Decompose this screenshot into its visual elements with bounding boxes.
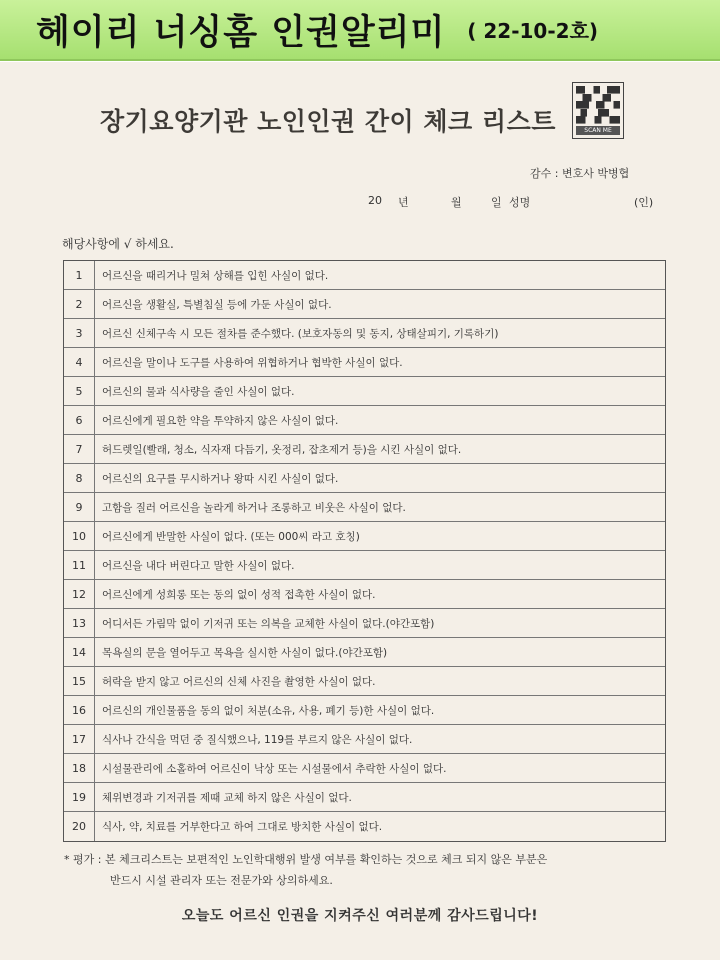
month-label: 월	[451, 196, 462, 209]
item-number: 14	[64, 638, 95, 666]
item-text: 시설물관리에 소홀하여 어르신이 낙상 또는 시설물에서 추락한 사실이 없다.	[102, 762, 447, 775]
header-banner	[0, 0, 720, 61]
item-number: 17	[64, 725, 95, 753]
item-number: 6	[64, 406, 95, 434]
item-number: 18	[64, 754, 95, 782]
checklist-row[interactable]	[64, 406, 665, 435]
item-text: 어르신을 말이나 도구를 사용하여 위협하거나 협박한 사실이 없다.	[102, 356, 403, 369]
date-signature-line	[368, 194, 660, 210]
checklist-row[interactable]	[64, 580, 665, 609]
item-text: 어르신을 때리거나 밀쳐 상해를 입힌 사실이 없다.	[102, 269, 329, 282]
checklist-row[interactable]	[64, 348, 665, 377]
item-text: 어르신의 개인물품을 동의 없이 처분(소유, 사용, 폐기 등)한 사실이 없다.	[102, 704, 435, 717]
year-label: 년	[398, 196, 409, 209]
checklist-document	[0, 62, 720, 960]
instruction-text: 해당사항에 √ 하세요.	[62, 237, 174, 251]
item-number: 12	[64, 580, 95, 608]
item-text: 어르신에게 필요한 약을 투약하지 않은 사실이 없다.	[102, 414, 339, 427]
item-number: 4	[64, 348, 95, 376]
item-text: 식사나 간식을 먹던 중 질식했으나, 119를 부르지 않은 사실이 없다.	[102, 733, 413, 746]
item-number: 15	[64, 667, 95, 695]
checklist-row[interactable]	[64, 493, 665, 522]
item-number: 5	[64, 377, 95, 405]
item-number: 11	[64, 551, 95, 579]
evaluation-note	[64, 849, 664, 891]
item-number: 1	[64, 261, 95, 289]
item-text: 어르신에게 반말한 사실이 없다. (또는 000씨 라고 호칭)	[102, 530, 360, 543]
checklist-row[interactable]	[64, 551, 665, 580]
item-text: 어르신 신체구속 시 모든 절차를 준수했다. (보호자동의 및 동지, 상태살피기, 기록하기)	[102, 327, 499, 340]
item-number: 16	[64, 696, 95, 724]
item-text: 어르신의 물과 식사량을 줄인 사실이 없다.	[102, 385, 295, 398]
qr-code[interactable]	[572, 82, 624, 139]
item-number: 8	[64, 464, 95, 492]
item-number: 10	[64, 522, 95, 550]
qr-caption: SCAN ME	[576, 126, 620, 135]
checklist-row[interactable]	[64, 667, 665, 696]
checklist-table	[63, 260, 666, 842]
banner-title: 헤이리 너싱홈 인권알리미	[36, 12, 446, 53]
seal-label: (인)	[634, 196, 654, 209]
supervisor-credit: 감수 : 변호사 박병협	[530, 167, 630, 180]
issue-number: ( 22-10-2호)	[467, 19, 599, 43]
item-number: 19	[64, 783, 95, 811]
item-text: 어르신에게 성희롱 또는 동의 없이 성적 접촉한 사실이 없다.	[102, 588, 376, 601]
item-number: 20	[64, 812, 95, 841]
item-number: 3	[64, 319, 95, 347]
checklist-row[interactable]	[64, 522, 665, 551]
checklist-row[interactable]	[64, 435, 665, 464]
item-number: 2	[64, 290, 95, 318]
qr-code-icon	[576, 86, 620, 124]
thanks-message: 오늘도 어르신 인권을 지켜주신 여러분께 감사드립니다!	[181, 908, 539, 924]
checklist-row[interactable]	[64, 609, 665, 638]
item-text: 허락을 받지 않고 어르신의 신체 사진을 촬영한 사실이 없다.	[102, 675, 376, 688]
item-text: 목욕실의 문을 열어두고 목욕을 실시한 사실이 없다.(야간포함)	[102, 646, 388, 659]
item-number: 9	[64, 493, 95, 521]
item-text: 식사, 약, 치료를 거부한다고 하여 그대로 방치한 사실이 없다.	[102, 821, 383, 833]
checklist-row[interactable]	[64, 377, 665, 406]
item-text: 어르신의 요구를 무시하거나 왕따 시킨 사실이 없다.	[102, 472, 339, 485]
item-text: 어르신을 생활실, 특별침실 등에 가둔 사실이 없다.	[102, 298, 332, 311]
checklist-row[interactable]	[64, 464, 665, 493]
document-title: 장기요양기관 노인인권 간이 체크 리스트	[100, 107, 556, 136]
item-text: 허드렛일(빨래, 청소, 식자재 다듬기, 옷정리, 잡초제거 등)을 시킨 사실이 없다.	[102, 443, 462, 456]
note-line: 반드시 시설 관리자 또는 전문가와 상의하세요.	[110, 874, 333, 887]
item-text: 어디서든 가림막 없이 기저귀 또는 의복을 교체한 사실이 없다.(야간포함)	[102, 617, 435, 630]
note-line: * 평가 : 본 체크리스트는 보편적인 노인학대행위 발생 여부를 확인하는 것으로 체크 되지 않은 부분은	[64, 853, 548, 866]
checklist-row[interactable]	[64, 290, 665, 319]
checklist-row[interactable]	[64, 725, 665, 754]
day-label: 일	[491, 196, 502, 209]
checklist-row[interactable]	[64, 783, 665, 812]
item-number: 13	[64, 609, 95, 637]
item-number: 7	[64, 435, 95, 463]
checklist-row[interactable]	[64, 696, 665, 725]
checklist-row[interactable]	[64, 812, 665, 841]
checklist-row[interactable]	[64, 319, 665, 348]
checklist-row[interactable]	[64, 261, 665, 290]
checklist-row[interactable]	[64, 638, 665, 667]
item-text: 고함을 질러 어르신을 놀라게 하거나 조롱하고 비웃은 사실이 없다.	[102, 501, 406, 514]
item-text: 체위변경과 기저귀를 제때 교체 하지 않은 사실이 없다.	[102, 791, 352, 804]
item-text: 어르신을 내다 버린다고 말한 사실이 없다.	[102, 559, 295, 572]
name-label: 성명	[509, 196, 531, 209]
year-prefix: 20	[368, 194, 382, 207]
checklist-row[interactable]	[64, 754, 665, 783]
